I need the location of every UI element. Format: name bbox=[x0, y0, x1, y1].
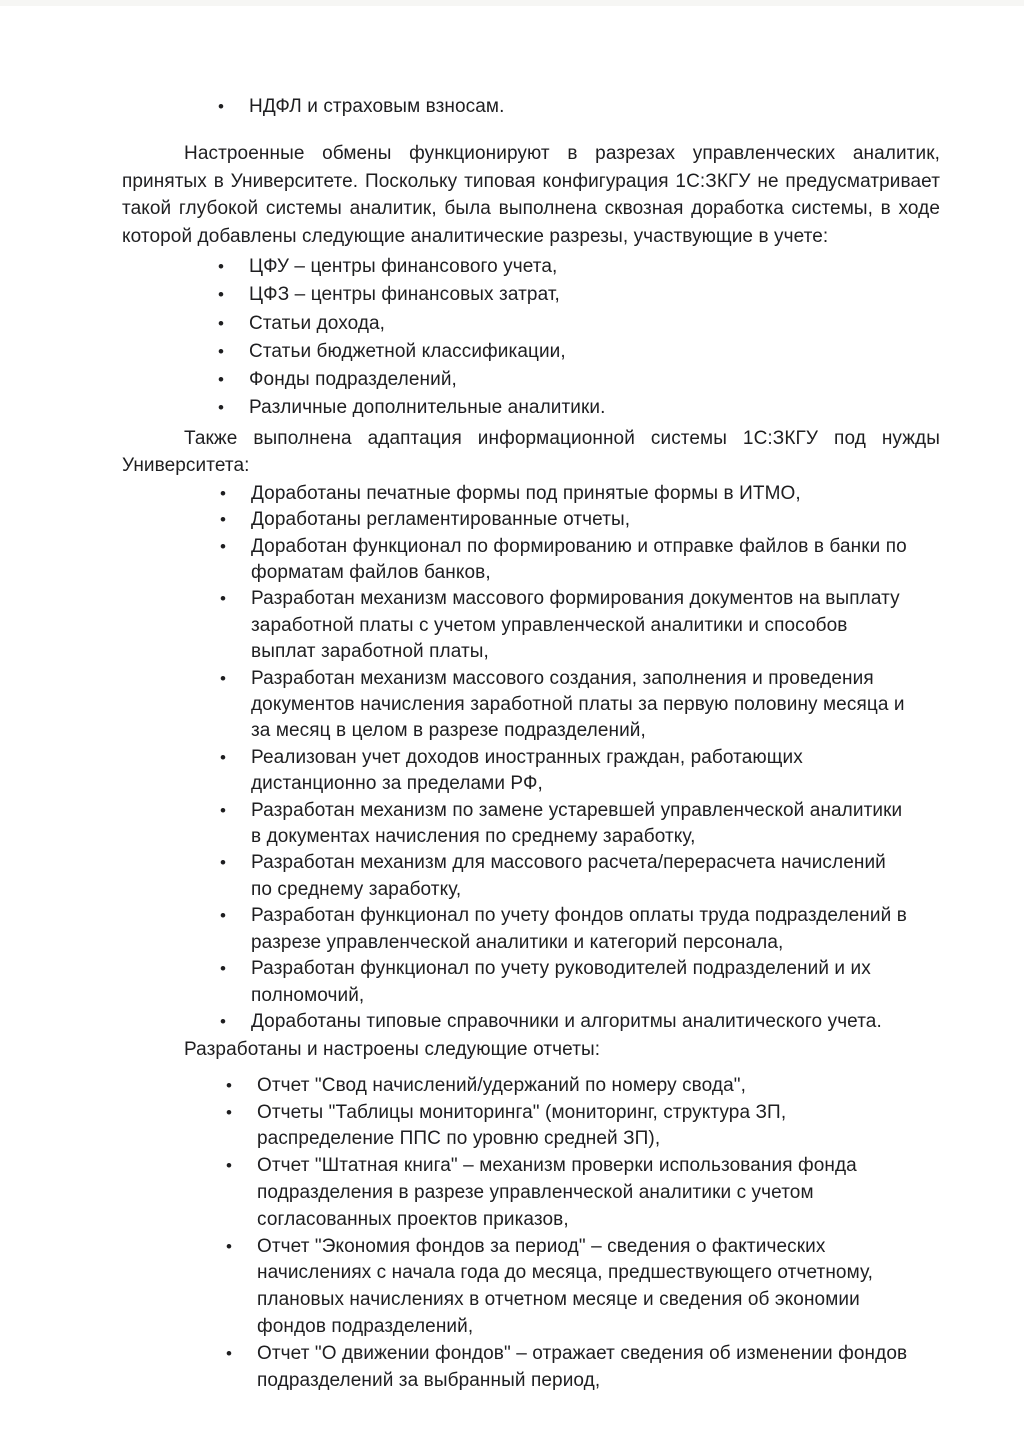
list-item-text: Доработаны регламентированные отчеты, bbox=[251, 509, 631, 531]
list-item bbox=[220, 666, 912, 745]
paragraph-reports-intro: Разработаны и настроены следующие отчеты: bbox=[184, 1039, 601, 1061]
list-item bbox=[220, 903, 912, 956]
list-item-text: ЦФУ – центры финансового учета, bbox=[249, 256, 558, 277]
list-item bbox=[218, 310, 940, 338]
bullet-icon: • bbox=[218, 398, 225, 418]
bullet-icon: • bbox=[220, 589, 227, 609]
bullet-icon: • bbox=[218, 341, 225, 361]
list-item-text: Разработан механизм массового создания, заполнения и проведения документов начисления заработной платы за первую половину месяца и за месяц в целом в разрезе подразделений, bbox=[251, 667, 905, 742]
list-item bbox=[218, 366, 940, 394]
list-item-text: НДФЛ и страховым взносам. bbox=[249, 96, 505, 117]
list-item bbox=[218, 338, 940, 366]
list-item-text: Отчет "Штатная книга" – механизм проверки использования фонда подразделения в разрезе управленческой аналитики с учетом согласованных проектов приказов, bbox=[257, 1155, 857, 1230]
list-item bbox=[226, 1153, 916, 1233]
bullet-icon: • bbox=[218, 97, 225, 116]
bullet-icon: • bbox=[220, 668, 227, 688]
list-item-text: Различные дополнительные аналитики. bbox=[249, 397, 606, 419]
list-item-text: Отчет "Экономия фондов за период" – сведения о фактических начислениях с начала года до месяца, предшествующего отчетному, плановых начислениях в отчетном месяце и сведения об экономии фондов подразделений, bbox=[257, 1235, 874, 1337]
list-item bbox=[226, 1073, 916, 1100]
list-item-text: Разработан функционал по учету руководителей подразделений и их полномочий, bbox=[251, 958, 871, 1006]
analytics-dimensions-list bbox=[122, 253, 940, 423]
bullet-icon: • bbox=[218, 285, 225, 305]
list-item-text: Доработан функционал по формированию и отправке файлов в банки по форматам файлов банков, bbox=[251, 535, 907, 583]
list-item bbox=[218, 253, 940, 281]
list-item bbox=[220, 850, 912, 903]
bullet-icon: • bbox=[220, 747, 227, 767]
list-item-text: Разработан механизм по замене устаревшей управленческой аналитики в документах начисления по среднему заработку, bbox=[251, 799, 903, 848]
bullet-icon: • bbox=[220, 906, 227, 926]
bullet-icon: • bbox=[226, 1075, 233, 1095]
bullet-icon: • bbox=[226, 1236, 233, 1256]
list-item bbox=[220, 1009, 912, 1035]
list-item bbox=[220, 481, 912, 507]
list-item-text: Отчет "О движении фондов" – отражает сведения об изменении фондов подразделений за выбранный период, bbox=[257, 1342, 908, 1391]
list-item-text: Отчет "Свод начислений/удержаний по номеру свода", bbox=[257, 1074, 746, 1096]
list-item-text: Доработаны печатные формы под принятые формы в ИТМО, bbox=[251, 482, 801, 504]
bullet-icon: • bbox=[218, 257, 225, 276]
list-item bbox=[218, 394, 940, 422]
list-item bbox=[220, 798, 912, 851]
bullet-icon: • bbox=[226, 1102, 233, 1122]
list-item-text: Статьи дохода, bbox=[249, 312, 386, 334]
list-item bbox=[220, 586, 912, 665]
list-item-text: Отчеты "Таблицы мониторинга" (мониторинг, структура ЗП, распределение ППС по уровню средней ЗП), bbox=[257, 1101, 787, 1150]
bullet-icon: • bbox=[220, 853, 227, 873]
list-item bbox=[220, 956, 912, 1009]
list-item bbox=[226, 1234, 916, 1341]
paragraph-configured-exchanges: Настроенные обмены функционируют в разрезах управленческих аналитик, принятых в Университете. Поскольку типовая конфигурация 1С:ЗКГУ не предусматривает такой глубокой системы аналитик, была выполнена сквозная доработка системы, в ходе которой добавлены следующие аналитические разрезы, участвующие в учете: bbox=[122, 143, 940, 247]
list-item-text: Разработан функционал по учету фондов оплаты труда подразделений в разрезе управленческой аналитики и категорий персонала, bbox=[251, 905, 907, 953]
list-item bbox=[218, 93, 940, 120]
list-item-text: ЦФЗ – центры финансовых затрат, bbox=[249, 284, 560, 306]
bullet-icon: • bbox=[220, 1011, 227, 1031]
bullet-icon: • bbox=[218, 313, 225, 333]
reports-list bbox=[122, 1073, 916, 1395]
bullet-icon: • bbox=[220, 483, 227, 503]
adaptation-items-list bbox=[122, 481, 912, 1036]
bullet-icon: • bbox=[220, 800, 227, 820]
list-item-text: Разработан механизм массового формирования документов на выплату заработной платы с учетом управленческой аналитики и способов выплат заработной платы, bbox=[251, 588, 900, 663]
list-item-text: Фонды подразделений, bbox=[249, 369, 457, 391]
bullet-icon: • bbox=[218, 370, 225, 390]
list-item bbox=[226, 1100, 916, 1154]
bullet-icon: • bbox=[226, 1156, 233, 1176]
bullet-icon: • bbox=[220, 510, 227, 530]
list-item-text: Статьи бюджетной классификации, bbox=[249, 340, 566, 362]
bullet-icon: • bbox=[226, 1343, 233, 1363]
bullet-icon: • bbox=[220, 959, 227, 979]
bullet-icon: • bbox=[220, 536, 227, 556]
list-item bbox=[220, 745, 912, 798]
list-item bbox=[226, 1341, 916, 1395]
list-item bbox=[218, 281, 940, 309]
ndfl-bullet-list bbox=[122, 93, 940, 120]
list-item-text: Реализован учет доходов иностранных граждан, работающих дистанционно за пределами РФ, bbox=[251, 746, 803, 795]
paragraph-system-adaptation: Также выполнена адаптация информационной системы 1С:ЗКГУ под нужды Университета: bbox=[122, 427, 940, 477]
list-item bbox=[220, 507, 912, 533]
list-item bbox=[220, 534, 912, 587]
list-item-text: Доработаны типовые справочники и алгоритмы аналитического учета. bbox=[251, 1010, 882, 1032]
list-item-text: Разработан механизм для массового расчета/перерасчета начислений по среднему заработку, bbox=[251, 852, 886, 900]
